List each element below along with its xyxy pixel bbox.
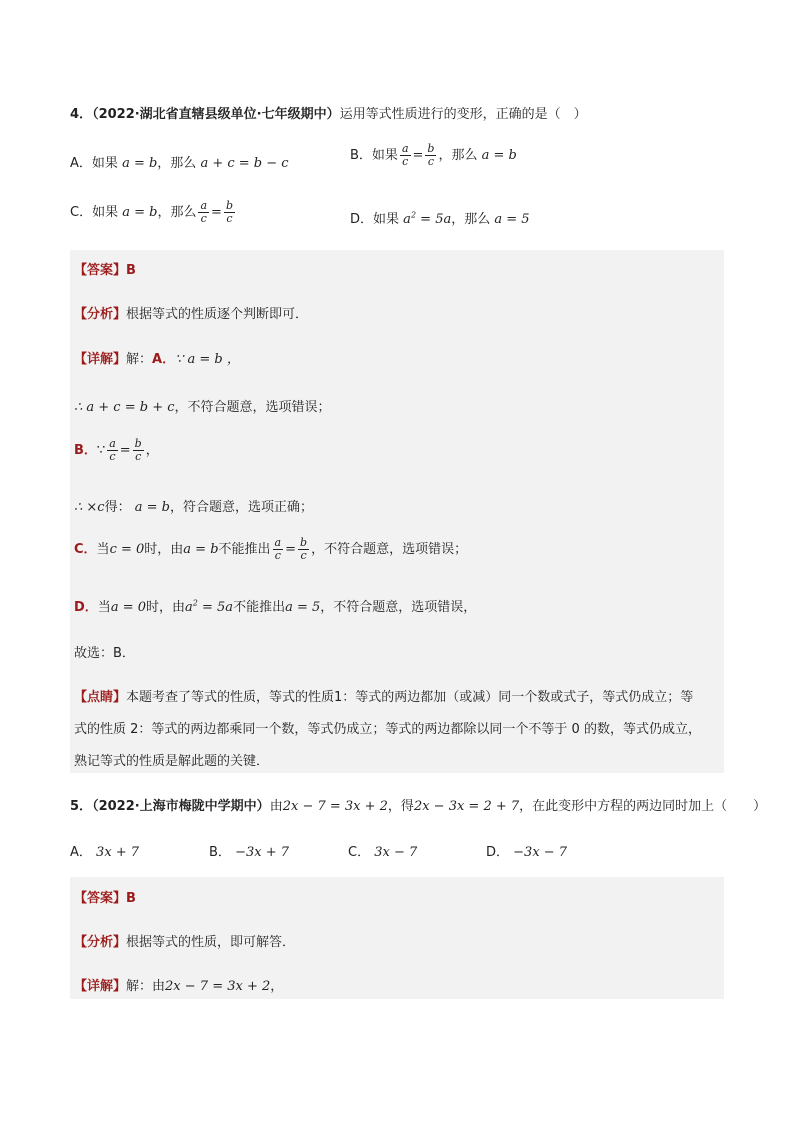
q5-detail-line1: 【详解】解：由2x − 7 = 3x + 2， xyxy=(74,979,284,994)
q4-option-a[interactable]: A．如果 a = b，那么 a + c = b − c xyxy=(70,156,289,171)
q4-comment-line3: 熟记等式的性质是解此题的关键． xyxy=(74,754,270,769)
q4-detail-line3: B．∵ $\frac{a}{c}$ = $\frac{b}{c}$ ， xyxy=(74,437,159,463)
q4-stem: 4．（2022·湖北省直辖县级单位·七年级期中）运用等式性质进行的变形，正确的是（ ） xyxy=(70,107,587,122)
q4-comment-line2: 式的性质 2：等式的两边都乘同一个数，等式仍成立；等式的两边都除以同一个不等于 0 的数，等式仍成立， xyxy=(74,722,701,737)
q5-stem: 5．（2022·上海市梅陇中学期中）由2x − 7 = 3x + 2，得2x − 3x = 2 + 7，在此变形中方程的两边同时加上（ ） xyxy=(70,799,767,814)
q5-option-a[interactable]: A． 3x + 7 xyxy=(70,845,140,860)
q5-option-b[interactable]: B． −3x + 7 xyxy=(209,845,289,860)
q4-option-c[interactable]: C．如果 a = b，那么 $\frac{a}{c}$ = $\frac{b}{c}$ xyxy=(70,199,233,225)
q4-detail-line1: 【详解】解：A．∵ a = b ， xyxy=(74,352,240,367)
q4-choose: 故选：B． xyxy=(74,646,135,661)
q4-stem-text: 运用等式性质进行的变形，正确的是（ ） xyxy=(339,107,587,122)
fraction-a-over-c: $\frac{a}{c}$ xyxy=(200,199,208,225)
q4-option-b[interactable]: B．如果 $\frac{a}{c}$ = $\frac{b}{c}$ ，那么 a = b xyxy=(350,142,517,168)
q4-detail-line5: C．当c = 0时，由a = b不能推出 $\frac{a}{c}$ = $\frac{b}{c}$ ，不符合题意，选项错误； xyxy=(74,536,468,562)
q4-detail-line2: ∴ a + c = b + c，不符合题意，选项错误； xyxy=(74,400,331,415)
fraction-a-over-c: $\frac{a}{c}$ xyxy=(274,536,282,562)
fraction-b-over-c: $\frac{b}{c}$ xyxy=(300,536,308,562)
q5-analysis: 【分析】根据等式的性质，即可解答． xyxy=(74,935,296,950)
q4-detail-line6: D．当a = 0时，由$a^2 = 5a$不能推出a = 5，不符合题意，选项错误， xyxy=(74,598,477,615)
fraction-a-over-c: $\frac{a}{c}$ xyxy=(401,142,409,168)
q4-answer: 【答案】B xyxy=(74,263,136,278)
q4-source: （2022·湖北省直辖县级单位·七年级期中） xyxy=(92,107,340,122)
q4-analysis: 【分析】根据等式的性质逐个判断即可． xyxy=(74,307,309,322)
q5-source: （2022·上海市梅陇中学期中） xyxy=(92,799,270,814)
q4-detail-line4: ∴ ×c得： a = b，符合题意，选项正确； xyxy=(74,500,313,515)
fraction-b-over-c: $\frac{b}{c}$ xyxy=(427,142,435,168)
q5-answer: 【答案】B xyxy=(74,891,136,906)
fraction-b-over-c: $\frac{b}{c}$ xyxy=(225,199,233,225)
fraction-b-over-c: $\frac{b}{c}$ xyxy=(134,437,142,463)
fraction-a-over-c: $\frac{a}{c}$ xyxy=(109,437,116,463)
q4-comment-line1: 【点睛】本题考查了等式的性质，等式的性质1：等式的两边都加（或减）同一个数或式子，等式仍成立；等 xyxy=(74,690,694,705)
q5-option-d[interactable]: D． −3x − 7 xyxy=(486,845,568,860)
q4-option-d[interactable]: D．如果 $a^2 = 5a$，那么 a = 5 xyxy=(350,210,530,227)
q5-option-c[interactable]: C． 3x − 7 xyxy=(348,845,418,860)
